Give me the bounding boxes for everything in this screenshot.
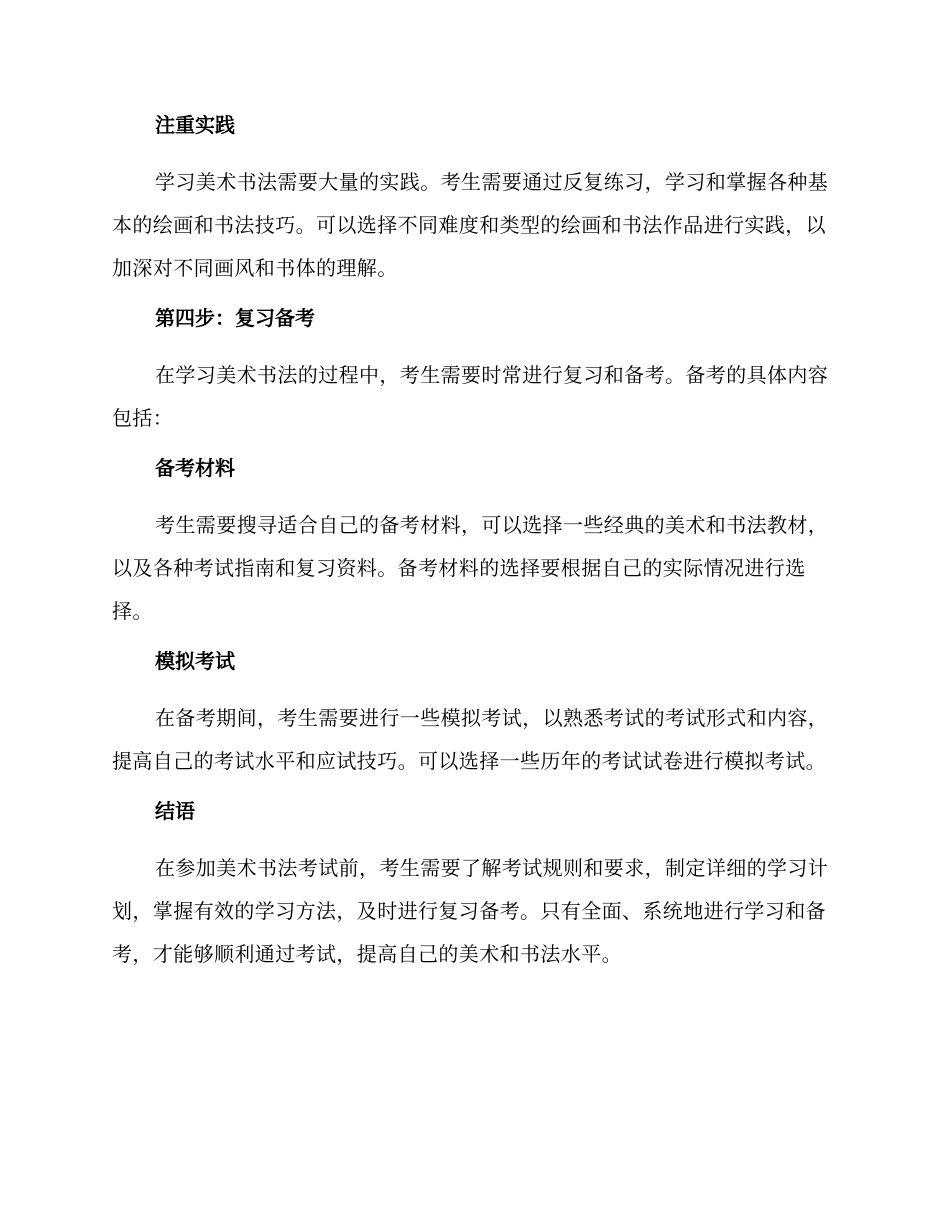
section-prep-materials <box>112 451 830 644</box>
section-heading: 模拟考试 <box>155 649 235 673</box>
section-heading: 第四步：复习备考 <box>155 306 315 330</box>
section-step-four-review <box>112 301 830 451</box>
section-heading: 注重实践 <box>155 113 235 137</box>
section-heading: 结语 <box>155 799 195 823</box>
section-practice <box>112 108 830 301</box>
section-paragraph: 在学习美术书法的过程中，考生需要时常进行复习和备考。备考的具体内容包括： <box>112 363 829 430</box>
section-mock-exam <box>112 644 830 794</box>
section-conclusion <box>112 794 830 976</box>
section-paragraph: 在参加美术书法考试前，考生需要了解考试规则和要求，制定详细的学习计划，掌握有效的学习方法，及时进行复习备考。只有全面、系统地进行学习和备考，才能够顺利通过考试，提高自己的美术和书法水平。 <box>112 856 829 966</box>
section-heading: 备考材料 <box>155 456 235 480</box>
section-paragraph: 在备考期间，考生需要进行一些模拟考试，以熟悉考试的考试形式和内容，提高自己的考试水平和应试技巧。可以选择一些历年的考试试卷进行模拟考试。 <box>112 706 829 773</box>
section-paragraph: 学习美术书法需要大量的实践。考生需要通过反复练习，学习和掌握各种基本的绘画和书法技巧。可以选择不同难度和类型的绘画和书法作品进行实践，以加深对不同画风和书体的理解。 <box>112 170 829 280</box>
section-paragraph: 考生需要搜寻适合自己的备考材料，可以选择一些经典的美术和书法教材，以及各种考试指南和复习资料。备考材料的选择要根据自己的实际情况进行选择。 <box>112 513 829 623</box>
document-body <box>112 108 830 976</box>
